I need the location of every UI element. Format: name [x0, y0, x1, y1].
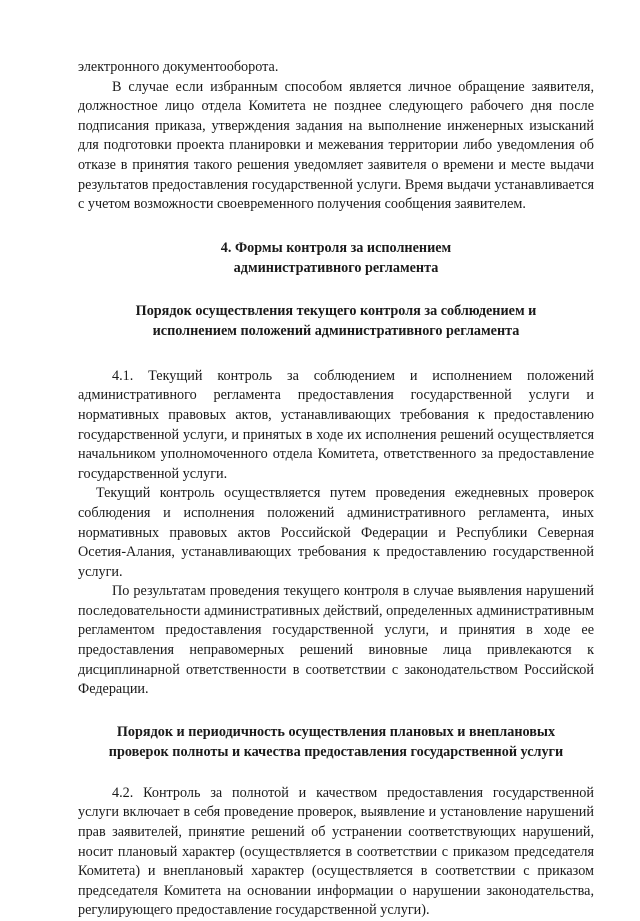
paragraph-4-1-b: Текущий контроль осуществляется путем проведения ежедневных проверок соблюдения и исполнения положений административного регламента, иных нормативных правовых актов Российской Федерации и Республики Северная Осетия-Алания, устанавливающих требования к предоставлению государственной услуги. — [78, 485, 594, 580]
paragraph-4-1: 4.1. Текущий контроль за соблюдением и исполнением положений административного регламента предоставления государственной услуги и нормативных правовых актов, устанавливающих требования к предоставлению государственной услуги, и принятых в ходе их исполнения решений осуществляется начальником уполномоченного отдела Комитета, ответственного за предоставление государственной услуги. — [78, 367, 594, 482]
subheading-current-control-line-2: исполнением положений административного регламента — [152, 322, 520, 339]
subheading-inspections-line-1: Порядок и периодичность осуществления плановых и внеплановых — [116, 723, 556, 740]
paragraph-intro: В случае если избранным способом является личное обращение заявителя, должностное лицо отдела Комитета не позднее следующего рабочего дня после подписания приказа, утверждения задания на выполнение инженерных изысканий для подготовки проекта планировки и межевания территории либо уведомления об отказе в принятия такого решения уведомляет заявителя о времени и месте выдачи результатов предоставления государственной услуги. Время выдачи устанавливается с учетом возможности своевременного получения сообщения заявителем. — [78, 78, 594, 213]
paragraph-4-1-c: По результатам проведения текущего контроля в случае выявления нарушений последовательности административных действий, определенных административным регламентом предоставления государственной услуги, и принятия в ходе ее предоставления неправомерных решений виновные лица привлекаются к дисциплинарной ответственности в соответствии с законодательством Российской Федерации. — [78, 583, 594, 698]
subheading-current-control — [78, 301, 594, 341]
section-title-line-2: административного регламента — [233, 259, 439, 276]
paragraph-4-2: 4.2. Контроль за полнотой и качеством предоставления государственной услуги включает в себя проведение проверок, выявление и установление нарушений прав заявителей, принятие решений об устранении соответствующих нарушений, носит плановый характер (осуществляется в соответствии с приказом председателя Комитета) и внеплановый характер (осуществляется в соответствии с приказом председателя Комитета на основании информации о нарушении законодательства, регулирующего предоставление государственной услуги). — [78, 784, 594, 919]
section-title-line-1: 4. Формы контроля за исполнением — [220, 239, 452, 256]
subheading-inspections — [78, 722, 594, 762]
subheading-current-control-line-1: Порядок осуществления текущего контроля за соблюдением и — [135, 302, 537, 319]
section-title — [78, 238, 594, 278]
subheading-inspections-line-2: проверок полноты и качества предоставления государственной услуги — [108, 743, 564, 760]
document-page — [78, 58, 594, 921]
paragraph-intro-tail: электронного документооборота. — [78, 59, 279, 75]
